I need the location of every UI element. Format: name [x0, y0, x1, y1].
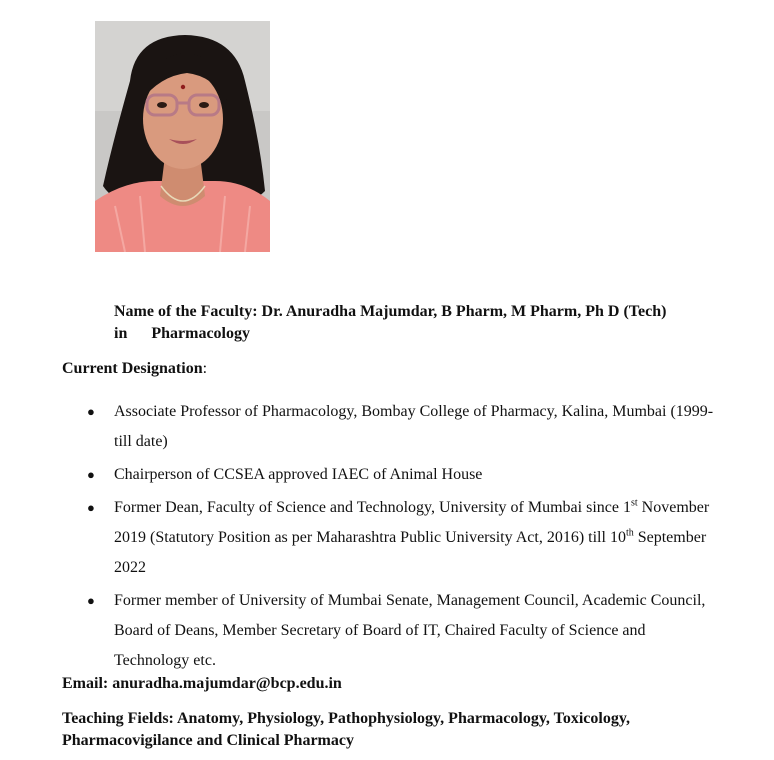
designation-list [62, 397, 722, 679]
designation-heading-label: Current Designation [62, 360, 203, 377]
designation-item [62, 460, 722, 490]
dean-text-part3: September 2022 [114, 529, 707, 576]
designation-item-text [114, 499, 709, 576]
teaching-fields [62, 708, 712, 752]
designation-item-text: Associate Professor of Pharmacology, Bombay College of Pharmacy, Kalina, Mumbai (1999-till date) [114, 403, 714, 450]
teaching-value: Anatomy, Physiology, Pathophysiology, Pharmacology, Toxicology, Pharmacovigilance and Clinical Pharmacy [62, 710, 630, 749]
designation-heading [62, 358, 207, 380]
teaching-label: Teaching Fields: [62, 710, 174, 727]
name-label: Name of the Faculty: [114, 303, 258, 320]
name-value: Dr. Anuradha Majumdar, B Pharm, M Pharm, Ph D (Tech) [261, 303, 667, 320]
faculty-portrait-icon [95, 21, 270, 252]
dean-sup-th: th [625, 527, 634, 539]
bullet-icon: ● [87, 467, 95, 482]
bullet-icon: ● [87, 500, 95, 515]
bullet-icon: ● [87, 404, 95, 419]
faculty-name-block [114, 301, 734, 345]
email-link[interactable]: anuradha.majumdar@bcp.edu.in [112, 675, 342, 692]
bullet-icon: ● [87, 593, 95, 608]
dean-text-part2: November 2019 (Statutory Position as per Maharashtra Public University Act, 2016) till 10 [114, 499, 710, 546]
email-line [62, 673, 342, 695]
faculty-name-line [114, 301, 734, 323]
designation-item-text: Chairperson of CCSEA approved IAEC of Animal House [114, 466, 483, 483]
designation-item [62, 586, 722, 676]
dean-text-part1: Former Dean, Faculty of Science and Technology, University of Mumbai since 1 [114, 499, 631, 516]
designation-item [62, 397, 722, 457]
email-label: Email: [62, 675, 109, 692]
designation-item [62, 493, 722, 583]
subject-value: Pharmacology [151, 325, 250, 342]
designation-item-text: Former member of University of Mumbai Senate, Management Council, Academic Council, Board of Deans, Member Secretary of Board of IT, Chaired Faculty of Science and Technology etc. [114, 592, 706, 669]
faculty-photo [95, 21, 270, 252]
faculty-subject-line [114, 323, 734, 345]
designation-heading-colon: : [202, 360, 208, 377]
dean-sup-st: st [630, 497, 638, 509]
subject-prefix: in [114, 325, 128, 342]
